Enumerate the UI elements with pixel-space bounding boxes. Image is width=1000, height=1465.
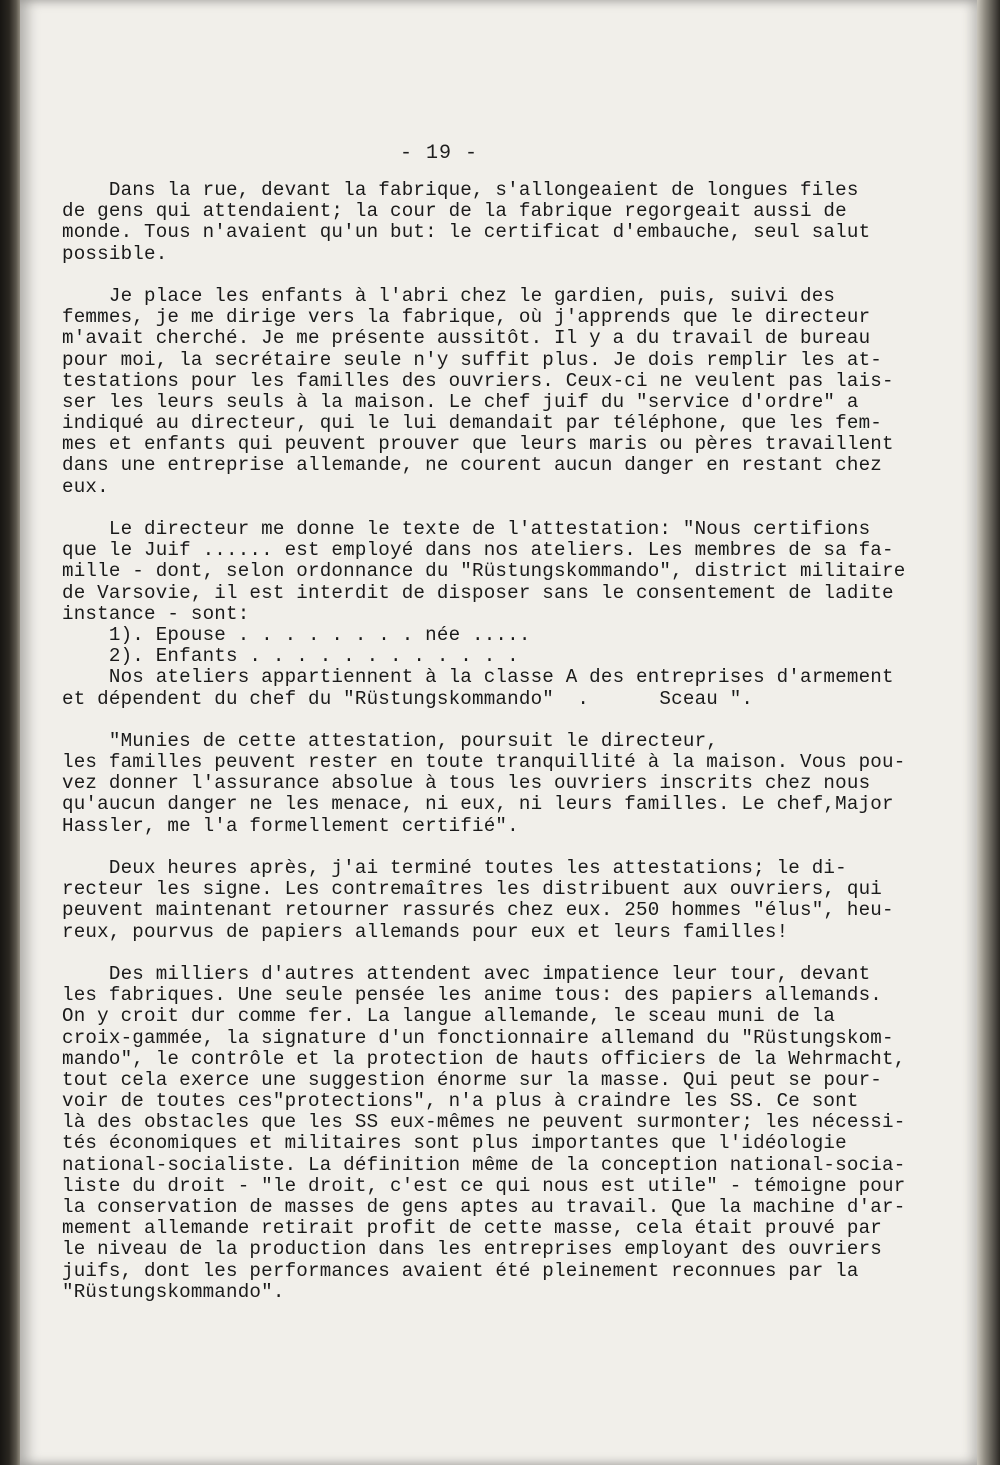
text-line: Hassler, me l'a formellement certifié".: [62, 814, 519, 837]
paragraph-gap: [62, 943, 942, 964]
paragraph: [62, 180, 942, 265]
text-line: m'avait cherché. Je me présente aussitôt. Il y a du travail de bureau: [62, 327, 871, 350]
text-line: ser les leurs seuls à la maison. Le chef juif du "service d'ordre" a: [62, 390, 859, 413]
text-line: là des obstacles que les SS eux-mêmes ne peuvent surmonter; les nécessi-: [62, 1111, 906, 1134]
page-number: - 19 -: [400, 142, 479, 165]
book-binding: [0, 0, 20, 1465]
text-line: Dans la rue, devant la fabrique, s'allongeaient de longues files: [62, 179, 859, 201]
text-line: instance - sont:: [62, 602, 250, 625]
paragraph: [62, 519, 942, 710]
text-line: testations pour les familles des ouvriers. Ceux-ci ne veulent pas lais-: [62, 369, 894, 392]
text-line: tout cela exerce une suggestion énorme sur la masse. Qui peut se pour-: [62, 1068, 883, 1091]
text-line: recteur les signe. Les contremaîtres les distribuent aux ouvriers, qui: [62, 878, 883, 901]
text-line: Nos ateliers appartiennent à la classe A des entreprises d'armement: [62, 666, 894, 689]
text-line: juifs, dont les performances avaient été pleinement reconnues par la: [62, 1259, 859, 1282]
text-line: les fabriques. Une seule pensée les anime tous: des papiers allemands.: [62, 984, 883, 1007]
text-line: indiqué au directeur, qui le lui demandait par téléphone, que les fem-: [62, 412, 883, 435]
text-line: vez donner l'assurance absolue à tous les ouvriers inscrits chez nous: [62, 772, 871, 795]
paragraph-gap: [62, 710, 942, 731]
text-line: mando", le contrôle et la protection de hauts officiers de la Wehrmacht,: [62, 1047, 906, 1070]
text-line: 1). Epouse . . . . . . . . née .....: [62, 623, 531, 646]
text-line: tés économiques et militaires sont plus importantes que l'idéologie: [62, 1132, 847, 1155]
text-line: femmes, je me dirige vers la fabrique, où j'apprends que le directeur: [62, 306, 871, 329]
text-line: dans une entreprise allemande, ne courent aucun danger en restant chez: [62, 454, 883, 477]
text-line: possible.: [62, 242, 168, 265]
text-line: Le directeur me donne le texte de l'attestation: "Nous certifions: [62, 518, 871, 540]
paragraph-gap: [62, 265, 942, 286]
text-line: Deux heures après, j'ai terminé toutes les attestations; le di-: [62, 857, 847, 879]
text-line: monde. Tous n'avaient qu'un but: le certificat d'embauche, seul salut: [62, 221, 871, 244]
text-line: liste du droit - "le droit, c'est ce qui nous est utile" - témoigne pour: [62, 1174, 906, 1197]
text-line: qu'aucun danger ne les menace, ni eux, ni leurs familles. Le chef,Major: [62, 793, 894, 816]
text-line: la conservation de masses de gens aptes au travail. Que la machine d'ar-: [62, 1196, 906, 1218]
text-line: et dépendent du chef du "Rüstungskommando" . Sceau ".: [62, 687, 754, 710]
paragraph: [62, 731, 942, 837]
paragraph: [62, 286, 942, 498]
text-line: le niveau de la production dans les entreprises employant des ouvriers: [62, 1238, 883, 1261]
paragraph: [62, 964, 942, 1303]
text-line: 2). Enfants . . . . . . . . . . . .: [62, 645, 519, 668]
text-line: peuvent maintenant retourner rassurés chez eux. 250 hommes "élus", heu-: [62, 899, 894, 922]
text-line: mement allemande retirait profit de cette masse, cela était prouvé par: [62, 1217, 883, 1240]
text-line: voir de toutes ces"protections", n'a plus à craindre les SS. Ce sont: [62, 1090, 859, 1113]
text-line: Des milliers d'autres attendent avec impatience leur tour, devant: [62, 962, 871, 985]
text-line: pour moi, la secrétaire seule n'y suffit plus. Je dois remplir les at-: [62, 348, 883, 371]
text-line: On y croit dur comme fer. La langue allemande, le sceau muni de la: [62, 1005, 836, 1028]
text-line: de gens qui attendaient; la cour de la fabrique regorgeait aussi de: [62, 200, 847, 223]
paragraph-gap: [62, 837, 942, 858]
text-line: de Varsovie, il est interdit de disposer sans le consentement de ladite: [62, 581, 894, 604]
text-line: croix-gammée, la signature d'un fonctionnaire allemand du "Rüstungskom-: [62, 1026, 894, 1049]
text-line: les familles peuvent rester en toute tranquillité à la maison. Vous pou-: [62, 751, 906, 774]
text-line: national-socialiste. La définition même de la conception national-socia-: [62, 1153, 906, 1176]
text-line: mille - dont, selon ordonnance du "Rüstungskommando", district militaire: [62, 560, 906, 583]
text-line: Je place les enfants à l'abri chez le gardien, puis, suivi des: [62, 284, 836, 307]
text-line: "Rüstungskommando".: [62, 1280, 285, 1303]
text-line: mes et enfants qui peuvent prouver que leurs maris ou pères travaillent: [62, 433, 894, 456]
text-line: eux.: [62, 475, 109, 498]
page-edge: [977, 0, 1000, 1465]
text-line: reux, pourvus de papiers allemands pour eux et leurs familles!: [62, 920, 789, 943]
text-line: "Munies de cette attestation, poursuit le directeur,: [62, 729, 719, 752]
document-body: [62, 180, 942, 1303]
paragraph-gap: [62, 498, 942, 519]
paragraph: [62, 858, 942, 943]
text-line: que le Juif ...... est employé dans nos ateliers. Les membres de sa fa-: [62, 539, 894, 562]
